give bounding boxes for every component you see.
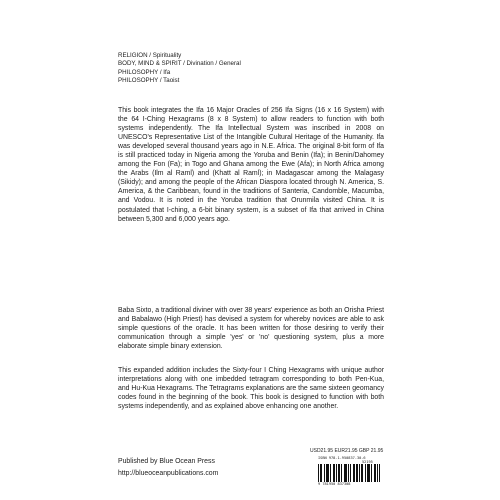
barcode-digits: 9 781950 837308 — [318, 482, 351, 486]
barcode-bar — [336, 464, 337, 482]
barcode-bar — [326, 464, 327, 482]
barcode-bar — [320, 464, 321, 482]
barcode-bar — [365, 464, 366, 482]
subject-categories — [118, 52, 378, 86]
category-line: PHILOSOPHY / Taoist — [118, 77, 180, 85]
barcode-block — [318, 456, 380, 486]
barcode-bar — [321, 464, 322, 482]
isbn-text: ISBN 978-1-950837-30-6 — [318, 456, 366, 460]
barcode-bar — [327, 464, 328, 482]
barcode-bar — [350, 464, 351, 482]
publisher-url[interactable]: http://blueoceanpublications.com — [118, 470, 219, 477]
price-line: USD21.95 EUR21.95 GBP 21.95 — [310, 448, 384, 454]
description-paragraph-3: This expanded addition includes the Sixty-four I Ching Hexagrams with unique author interpretations along with one imbedded tetragram corresponding to both Pen-Kua, and Hu-Kua Hexagrams. The Tetragrams explanations are the same sixteen geomancy codes found in the beginning of the book. This book is designed to function with both systems independently, and as explained above enhancing one another. — [118, 367, 384, 411]
barcode-icon — [318, 464, 380, 482]
barcode-bar — [333, 464, 334, 482]
barcode-bar — [367, 464, 368, 482]
barcode-bar — [353, 464, 354, 482]
barcode-bar — [354, 464, 355, 482]
barcode-bar — [324, 464, 325, 482]
barcode-bar — [368, 464, 369, 482]
barcode-bar — [341, 464, 342, 482]
barcode-bar — [339, 464, 340, 482]
barcode-bar — [328, 464, 329, 482]
barcode-bar — [375, 464, 376, 482]
barcode-bar — [356, 464, 357, 482]
barcode-bar — [348, 464, 349, 482]
category-line: PHILOSOPHY / Ifa — [118, 68, 171, 76]
barcode-bar — [379, 464, 380, 482]
description-paragraph-1: This book integrates the Ifa 16 Major Oracles of 256 Ifa Signs (16 x 16 System) with the 64 I-Ching Hexagrams (8 x 8 System) to allow readers to function with both systems independently. The Ifa Intellectual System was inscribed in 2008 on UNESCO's Representative List of the Intangible Cultural Heritage of the Humanity. Ifa was developed several thousand years ago in N.E. Africa. The original 8-bit form of Ifa is still practiced today in Nigeria among the Yoruba and Benin (Ifa); in Benin/Dahomey among the Fon (Fa); in Togo and Ghana among the Ewe (Afa); in North Africa among the Arabs (Ilm al Raml) and (Khatt al Raml); in Madagascar among the Malagasy (Sikidy); and among the people of the African Diaspora located through N. America, S. America, & the Caribbean, found in the traditions of Santeria, Candomble, Macumba, and Vodou. It is noted in the Yoruba tradition that Orunmila visited China. It is postulated that I-ching, a 6-bit binary system, is a subset of Ifa that arrived in China between 5,300 and 6,000 years ago. — [118, 107, 384, 223]
description-paragraph-2: Baba Sixto, a traditional diviner with over 38 years' experience as both an Orisha Priest and Babalawo (High Priest) has devised a system for whereby novices are able to ask simple questions of the oracle. It has been written for those desiring to verify their communication through a simple 'yes' or 'no' questioning system, plus a more elaborate simple binary extension. — [118, 307, 384, 351]
barcode-bar — [377, 464, 378, 482]
barcode-bar — [346, 464, 347, 482]
barcode-bar — [359, 464, 360, 482]
barcode-bar — [345, 464, 346, 482]
barcode-bar — [338, 464, 339, 482]
barcode-bar — [357, 464, 358, 482]
barcode-bar — [330, 464, 331, 482]
barcode-bar — [361, 464, 362, 482]
barcode-bar — [371, 464, 372, 482]
barcode-bar — [318, 464, 319, 482]
category-line: BODY, MIND & SPIRIT / Divination / General — [118, 60, 241, 68]
barcode-bar — [334, 464, 335, 482]
barcode-bar — [369, 464, 370, 482]
barcode-bar — [344, 464, 345, 482]
barcode-addon: 52195 — [362, 460, 373, 464]
barcode-bar — [374, 464, 375, 482]
publisher-line: Published by Blue Ocean Press — [118, 458, 215, 465]
barcode-bar — [362, 464, 363, 482]
publisher-info — [118, 456, 218, 480]
category-line: RELIGION / Spirituality — [118, 52, 182, 59]
